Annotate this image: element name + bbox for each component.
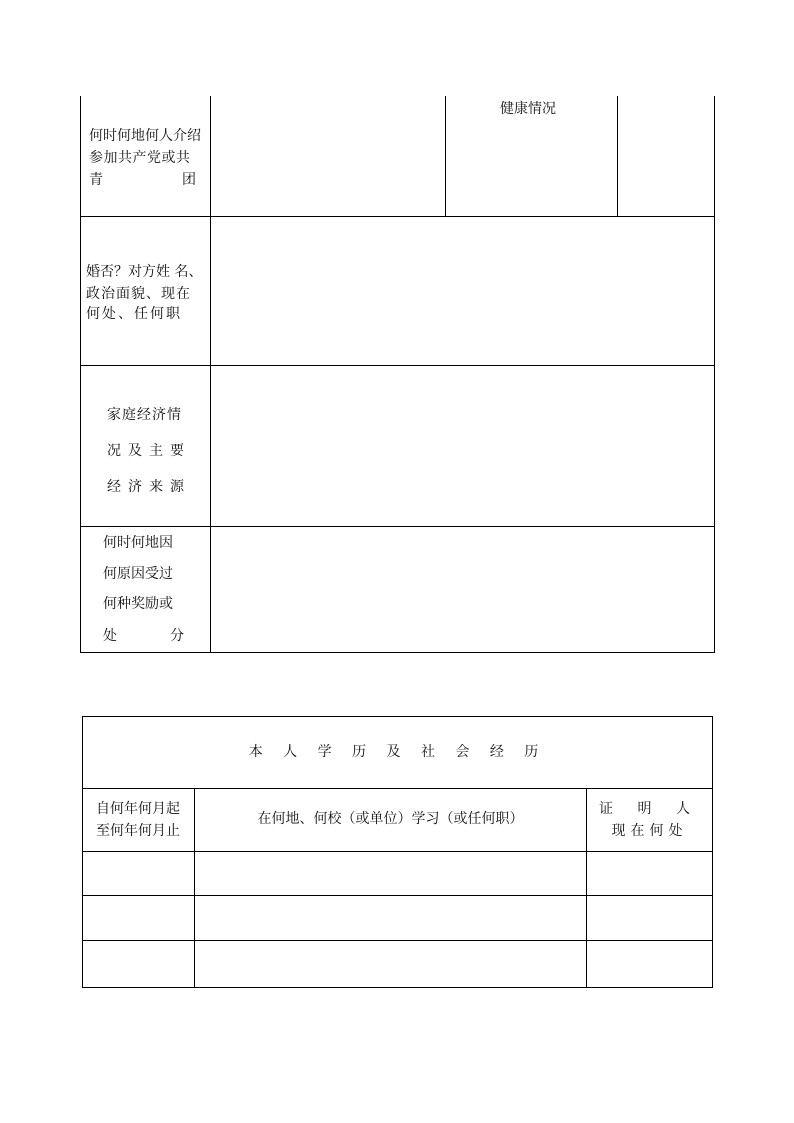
family-label-line1: 家庭经济情 (107, 407, 182, 423)
history-period-header-line1: 自何年何月起 (96, 801, 180, 817)
awards-label-line2: 何原因受过 (103, 566, 173, 582)
party-intro-label-cell (81, 97, 210, 216)
awards-label-line4-right: 分 (170, 628, 184, 644)
history-row-2-place[interactable] (195, 896, 586, 940)
marriage-label-cell (81, 217, 210, 365)
marriage-label-line1: 婚否？对方姓 名、 (86, 264, 203, 280)
history-period-header (83, 789, 194, 851)
history-place-header (195, 789, 586, 851)
history-row-1-period[interactable] (83, 852, 194, 895)
family-label-line2: 况及主要 (107, 443, 191, 459)
history-title-cell (83, 717, 712, 788)
awards-label-cell (81, 527, 210, 652)
marriage-label-line2: 政治面貌、现在 (86, 286, 191, 302)
history-period-header-line2: 至何年何月止 (96, 823, 180, 839)
history-witness-header-line1: 证 明 人 (599, 801, 700, 817)
history-row-1-place[interactable] (195, 852, 586, 895)
history-row-3-witness[interactable] (587, 941, 712, 987)
history-row-2-period[interactable] (83, 896, 194, 940)
history-row-2-witness[interactable] (587, 896, 712, 940)
history-witness-header-line2: 现在何处 (611, 823, 688, 839)
party-intro-label-line1: 何时何地何人介绍 (89, 128, 201, 144)
party-intro-label-line2: 参加共产党或共 (89, 150, 191, 166)
family-value-cell[interactable] (211, 366, 714, 526)
history-place-header-text: 在何地、何校（或单位）学习（或任何职） (257, 811, 524, 827)
history-witness-header (587, 789, 712, 851)
health-value-cell[interactable] (618, 97, 714, 216)
awards-label-line4-left: 处 (103, 628, 117, 644)
family-label-cell (81, 366, 210, 526)
health-label: 健康情况 (500, 101, 556, 117)
history-row-3-place[interactable] (195, 941, 586, 987)
history-row-3-period[interactable] (83, 941, 194, 987)
marriage-value-cell[interactable] (211, 217, 714, 365)
awards-label-line1: 何时何地因 (103, 535, 173, 551)
awards-value-cell[interactable] (211, 527, 714, 652)
family-label-line3: 经济来源 (107, 479, 191, 495)
health-label-cell (446, 97, 617, 216)
party-intro-value-cell[interactable] (211, 97, 445, 216)
awards-label-line3: 何种奖励或 (103, 596, 173, 612)
party-intro-label-line3-right: 团 (182, 172, 196, 188)
party-intro-label-line3-left: 青 (89, 172, 103, 188)
marriage-label-line3: 何处、任何职 (86, 306, 182, 322)
history-row-1-witness[interactable] (587, 852, 712, 895)
history-title: 本 人 学 历 及 社 会 经 历 (248, 744, 547, 760)
